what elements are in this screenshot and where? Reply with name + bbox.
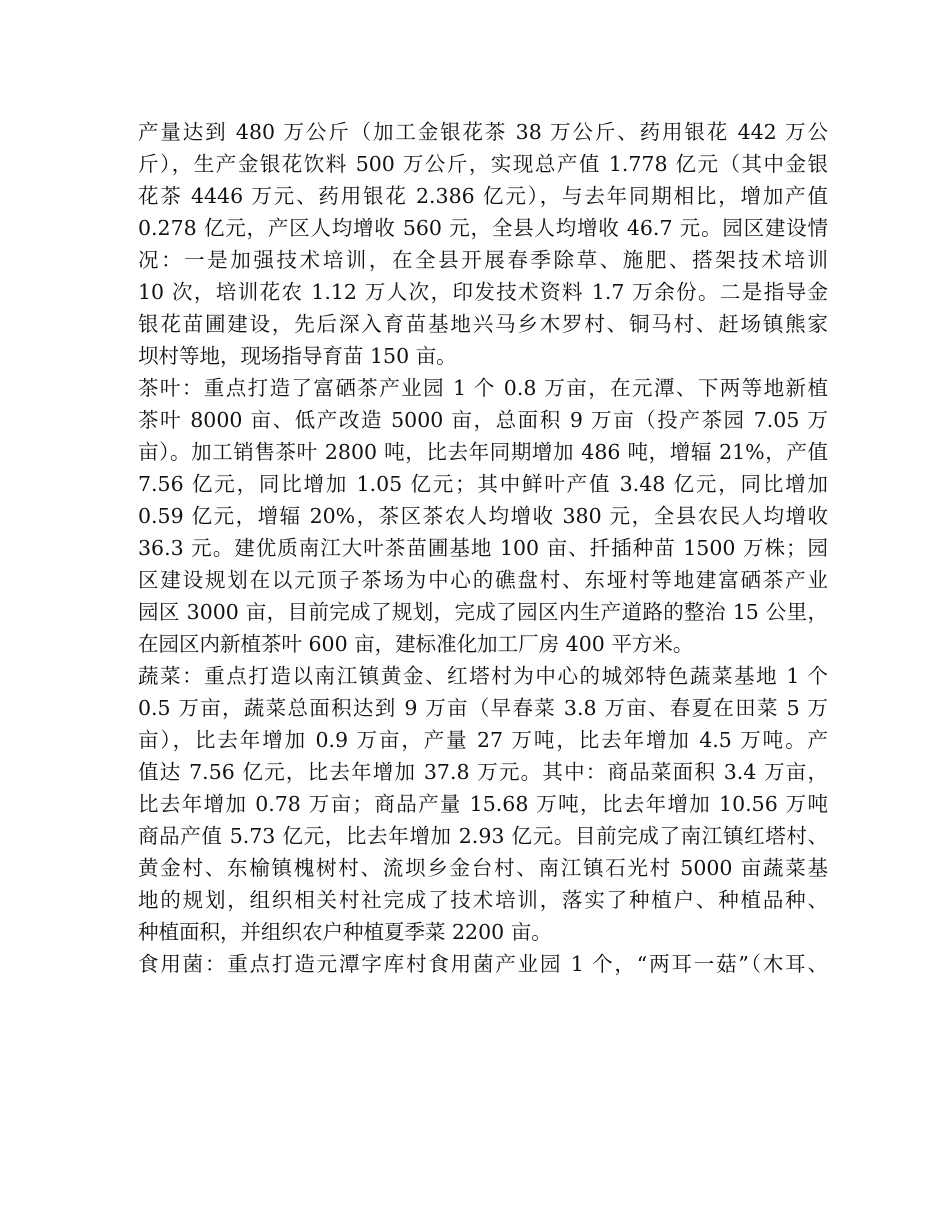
text-line: 商品产值 5.73 亿元，比去年增加 2.93 亿元。目前完成了南江镇红塔村、 — [138, 824, 828, 848]
text-line: 黄金村、东榆镇槐树村、流坝乡金台村、南江镇石光村 5000 亩蔬菜基 — [138, 856, 828, 880]
text-line: 区建设规划在以元顶子茶场为中心的礁盘村、东垭村等地建富硒茶产业 — [138, 568, 828, 592]
text-line: 产量达到 480 万公斤（加工金银花茶 38 万公斤、药用银花 442 万公 — [138, 120, 828, 144]
text-line: 种植面积，并组织农户种植夏季菜 2200 亩。 — [138, 920, 552, 944]
text-line: 茶叶 8000 亩、低产改造 5000 亩，总面积 9 万亩（投产茶园 7.05 万 — [138, 408, 828, 432]
text-line: 况：一是加强技术培训，在全县开展春季除草、施肥、搭架技术培训 — [138, 248, 828, 272]
text-line: 园区 3000 亩，目前完成了规划，完成了园区内生产道路的整治 15 公里， — [138, 600, 828, 624]
text-line: 在园区内新植茶叶 600 亩，建标准化加工厂房 400 平方米。 — [138, 632, 694, 656]
text-line: 0.278 亿元，产区人均增收 560 元，全县人均增收 46.7 元。园区建设情 — [138, 216, 828, 240]
body-text — [138, 116, 828, 980]
text-line: 比去年增加 0.78 万亩；商品产量 15.68 万吨，比去年增加 10.56 万吨 — [138, 792, 828, 816]
text-line: 食用菌：重点打造元潭字库村食用菌产业园 1 个，“两耳一菇”（木耳、 — [138, 952, 828, 976]
text-line: 7.56 亿元，同比增加 1.05 亿元；其中鲜叶产值 3.48 亿元，同比增加 — [138, 472, 828, 496]
text-line: 0.59 亿元，增辐 20%，茶区茶农人均增收 380 元，全县农民人均增收 — [138, 504, 828, 528]
text-line: 茶叶：重点打造了富硒茶产业园 1 个 0.8 万亩，在元潭、下两等地新植 — [138, 376, 828, 400]
text-line: 亩），比去年增加 0.9 万亩，产量 27 万吨，比去年增加 4.5 万吨。产 — [138, 728, 828, 752]
text-line: 值达 7.56 亿元，比去年增加 37.8 万元。其中：商品菜面积 3.4 万亩， — [138, 760, 828, 784]
text-line: 银花苗圃建设，先后深入育苗基地兴马乡木罗村、铜马村、赶场镇熊家 — [138, 312, 828, 336]
text-line: 斤），生产金银花饮料 500 万公斤，实现总产值 1.778 亿元（其中金银 — [138, 152, 828, 176]
text-line: 36.3 元。建优质南江大叶茶苗圃基地 100 亩、扦插种苗 1500 万株；园 — [138, 536, 828, 560]
text-line: 花茶 4446 万元、药用银花 2.386 亿元），与去年同期相比，增加产值 — [138, 184, 828, 208]
text-line: 坝村等地，现场指导育苗 150 亩。 — [138, 344, 457, 368]
text-line: 蔬菜：重点打造以南江镇黄金、红塔村为中心的城郊特色蔬菜基地 1 个 — [138, 664, 828, 688]
text-line: 亩）。加工销售茶叶 2800 吨，比去年同期增加 486 吨，增辐 21%，产值 — [138, 440, 828, 464]
text-line: 地的规划，组织相关村社完成了技术培训，落实了种植户、种植品种、 — [138, 888, 828, 912]
text-line: 0.5 万亩，蔬菜总面积达到 9 万亩（早春菜 3.8 万亩、春夏在田菜 5 万 — [138, 696, 828, 720]
text-line: 10 次，培训花农 1.12 万人次，印发技术资料 1.7 万余份。二是指导金 — [138, 280, 828, 304]
